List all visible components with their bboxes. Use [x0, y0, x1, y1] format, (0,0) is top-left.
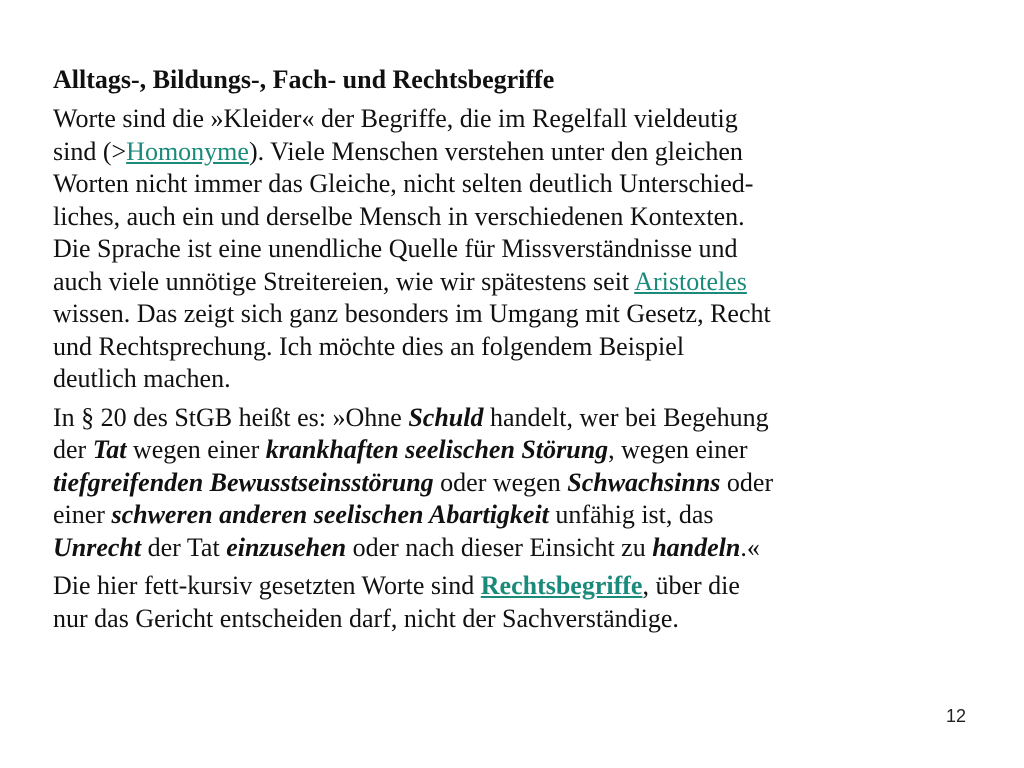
text-segment: , über die [642, 571, 740, 600]
text-segment: oder wegen [433, 467, 568, 497]
text-line: und Rechtsprechung. Ich möchte dies an folgendem Beispiel [53, 331, 685, 361]
text-segment: oder [720, 467, 774, 497]
text-segment: .« [740, 532, 760, 562]
legal-term: Schwachsinns [567, 467, 721, 497]
legal-term: tiefgreifenden Bewusstseinsstörung [53, 467, 434, 497]
paragraph-conclusion [53, 570, 933, 635]
text-segment: handelt, wer bei Begehung [483, 402, 769, 432]
text-segment: ). Viele Menschen verstehen unter den gleichen [248, 136, 743, 166]
paragraph-intro [53, 103, 933, 396]
text-line: Worten nicht immer das Gleiche, nicht selten deutlich Unterschied- [53, 169, 754, 198]
text-segment: In § 20 des StGB heißt es: »Ohne [53, 402, 409, 432]
text-line: Die Sprache ist eine unendliche Quelle für Missverständnisse und [53, 234, 738, 263]
text-line: Worte sind die »Kleider« der Begriffe, die im Regelfall vieldeutig [53, 104, 738, 133]
text-line: liches, auch ein und derselbe Mensch in verschiedenen Kontexten. [53, 201, 745, 231]
text-line [53, 402, 933, 435]
text-line: nur das Gericht entscheiden darf, nicht der Sachverständige. [53, 603, 679, 633]
text-segment: oder nach dieser Einsicht zu [346, 532, 653, 562]
slide-content [53, 64, 933, 641]
text-line [53, 266, 933, 299]
text-segment: wegen einer [126, 435, 266, 464]
text-line: wissen. Das zeigt sich ganz besonders im Umgang mit Gesetz, Recht [53, 299, 771, 328]
text-line [53, 570, 933, 603]
homonyme-link[interactable]: Homonyme [126, 136, 249, 166]
legal-term: schweren anderen seelischen Abartigkeit [111, 500, 549, 529]
text-line [53, 499, 933, 532]
slide-title: Alltags-, Bildungs-, Fach- und Rechtsbegriffe [53, 65, 555, 94]
page-number: 12 [945, 706, 966, 726]
paragraph-stgb-quote [53, 402, 933, 565]
legal-term: einzusehen [226, 532, 347, 562]
text-segment: der [53, 435, 93, 464]
rechtsbegriffe-link[interactable]: Rechtsbegriffe [480, 571, 643, 600]
legal-term: Tat [92, 435, 127, 464]
text-line [53, 136, 933, 169]
text-line [53, 434, 933, 467]
text-segment: , wegen einer [608, 435, 748, 464]
text-segment: einer [53, 500, 112, 529]
legal-term: Unrecht [53, 532, 142, 562]
text-segment: unfähig ist, das [548, 500, 714, 529]
text-line [53, 532, 933, 565]
text-segment: Die hier fett-kursiv gesetzten Worte sind [53, 571, 481, 600]
legal-term: handeln [652, 532, 741, 562]
text-segment: der Tat [141, 532, 227, 562]
legal-term: Schuld [408, 402, 484, 432]
aristoteles-link[interactable]: Aristoteles [634, 266, 747, 296]
legal-term: krankhaften seelischen Störung [265, 435, 609, 464]
text-segment: auch viele unnötige Streitereien, wie wir spätestens seit [53, 266, 635, 296]
text-line [53, 467, 933, 500]
text-line: deutlich machen. [53, 364, 231, 393]
text-segment: sind (> [53, 136, 127, 166]
